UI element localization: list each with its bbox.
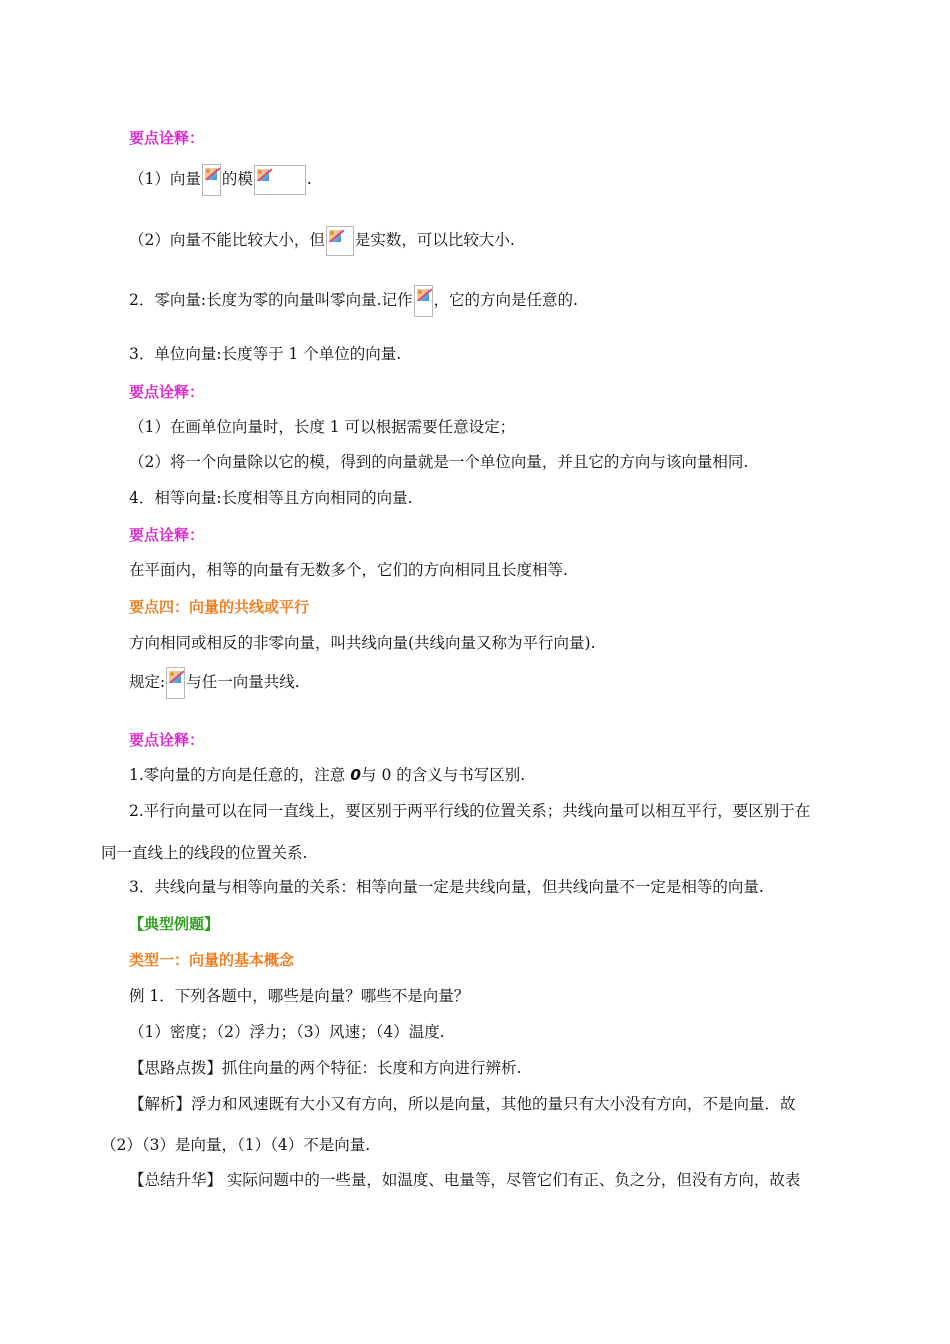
key-point-heading: 要点诠释： xyxy=(129,526,205,544)
text-segment: （2）向量不能比较大小，但 xyxy=(129,231,325,249)
text-segment: 的模 xyxy=(221,170,253,188)
text-segment: ，它的方向是任意的. xyxy=(433,291,578,309)
text-segment: 与 0 的含义与书写区别. xyxy=(361,766,526,784)
solution-line: 【解析】浮力和风速既有大小又有方向，所以是向量，其他的量只有大小没有方向，不是向量．故 xyxy=(129,1095,796,1113)
example-options: （1）密度；（2）浮力；（3）风速；（4）温度. xyxy=(129,1023,445,1041)
collinear-definition: 方向相同或相反的非零向量，叫共线向量(共线向量又称为平行向量). xyxy=(129,634,596,652)
broken-image-icon xyxy=(254,165,306,195)
key-point-heading: 要点诠释： xyxy=(129,129,205,147)
note-line: 2.平行向量可以在同一直线上，要区别于两平行线的位置关系；共线向量可以相互平行，要区别于在 xyxy=(129,802,811,820)
text-segment: . xyxy=(306,170,312,188)
text-segment: 2．零向量:长度为零的向量叫零向量.记作 xyxy=(129,291,413,309)
zero-vector-definition xyxy=(129,285,578,317)
section-heading: 要点四：向量的共线或平行 xyxy=(129,598,310,616)
note-line: 在平面内，相等的向量有无数多个，它们的方向相同且长度相等. xyxy=(129,561,568,579)
broken-image-icon xyxy=(326,226,354,256)
note-line: 3．共线向量与相等向量的关系：相等向量一定是共线向量，但共线向量不一定是相等的向量. xyxy=(129,878,764,896)
text-segment: 1.零向量的方向是任意的，注意 xyxy=(129,766,346,784)
text-segment: 与任一向量共线. xyxy=(186,673,300,691)
examples-heading: 【典型例题】 xyxy=(129,915,220,933)
rule-line xyxy=(129,667,300,699)
broken-image-icon xyxy=(202,164,221,196)
zero-vector-symbol: 0 xyxy=(350,766,362,784)
summary-line: 【总结升华】 实际问题中的一些量，如温度、电量等，尽管它们有正、负之分，但没有方向，故表 xyxy=(129,1171,801,1189)
text-segment: 是实数，可以比较大小. xyxy=(354,231,515,249)
note-line xyxy=(129,764,525,786)
note-line-continued: 同一直线上的线段的位置关系. xyxy=(101,844,308,862)
text-segment: （1）向量 xyxy=(129,170,201,188)
solution-line-continued: （2）（3）是向量，（1）（4）不是向量. xyxy=(101,1136,371,1154)
unit-vector-definition: 3．单位向量:长度等于 1 个单位的向量. xyxy=(129,345,402,363)
example-question: 例 1．下列各题中，哪些是向量？哪些不是向量？ xyxy=(129,987,470,1005)
key-point-heading: 要点诠释： xyxy=(129,731,205,749)
text-segment: 规定: xyxy=(129,673,166,691)
broken-image-icon xyxy=(414,285,433,317)
equal-vector-definition: 4．相等向量:长度相等且方向相同的向量. xyxy=(129,489,413,507)
note-line-2 xyxy=(129,226,515,256)
note-line: （2）将一个向量除以它的模，得到的向量就是一个单位向量，并且它的方向与该向量相同. xyxy=(129,453,749,471)
type-heading: 类型一：向量的基本概念 xyxy=(129,951,295,969)
note-line-1 xyxy=(129,164,312,196)
key-point-heading: 要点诠释： xyxy=(129,383,205,401)
hint-line: 【思路点拨】抓住向量的两个特征：长度和方向进行辨析. xyxy=(129,1059,522,1077)
note-line: （1）在画单位向量时，长度 1 可以根据需要任意设定； xyxy=(129,418,516,436)
broken-image-icon xyxy=(166,667,185,699)
